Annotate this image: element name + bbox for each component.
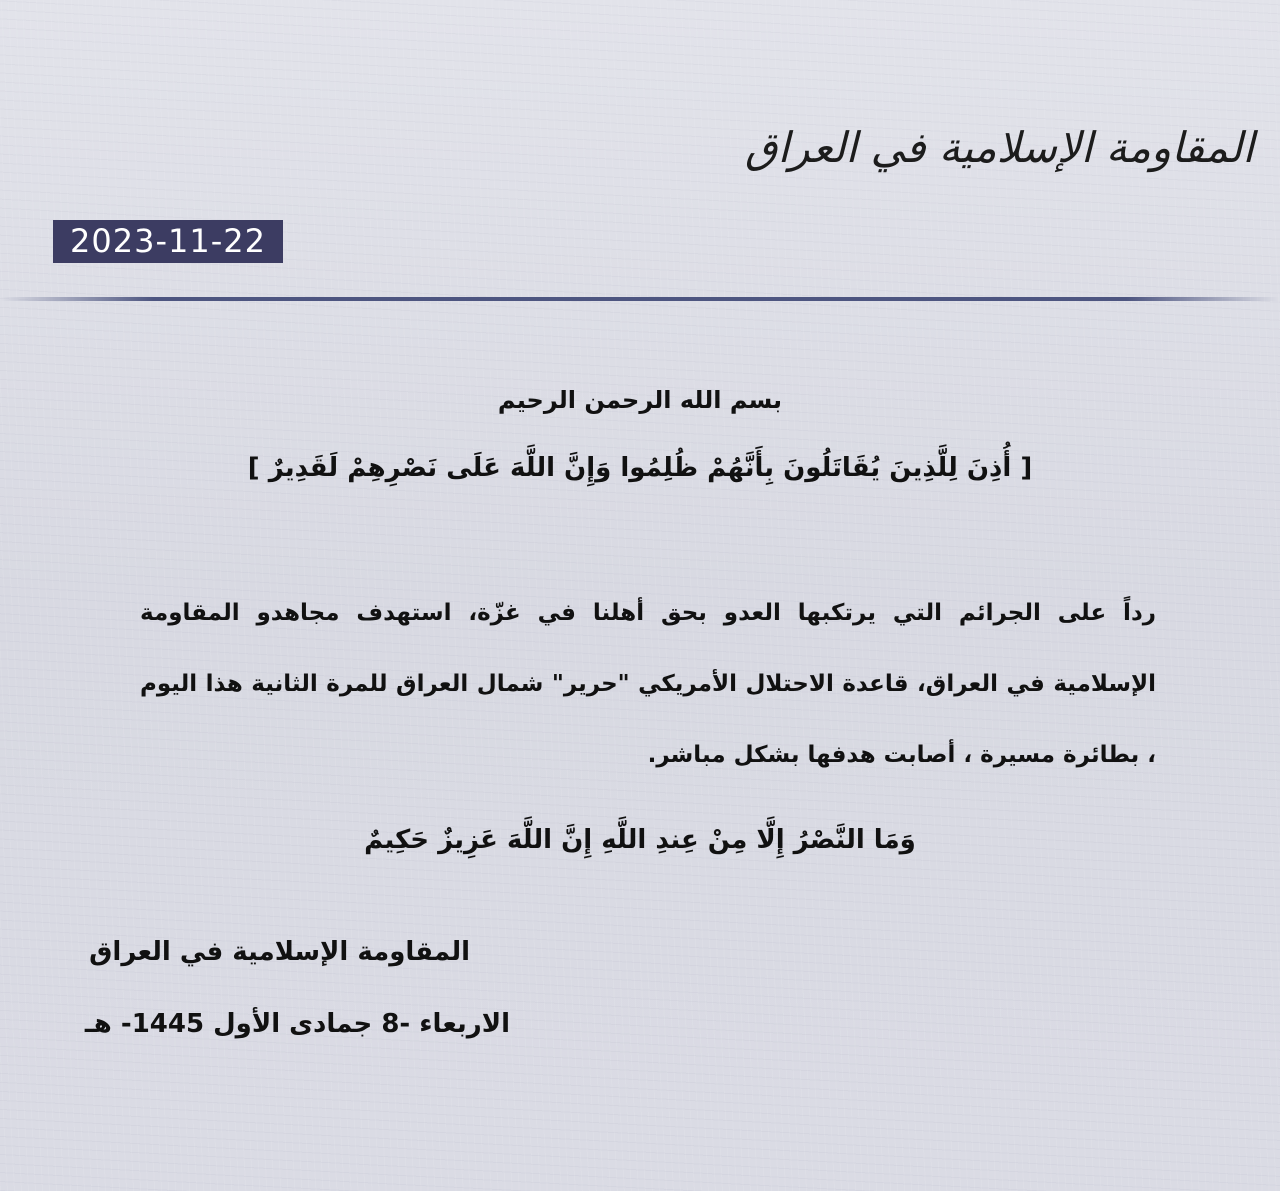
- closing-verse: وَمَا النَّصْرُ إِلَّا مِنْ عِندِ اللَّهِ إِنَّ اللَّهَ عَزِيزٌ حَكِيمٌ: [364, 825, 916, 855]
- brand-logo-text: المقاومة الإسلامية في العراق: [745, 123, 1254, 172]
- statement-body: رداً على الجرائم التي يرتكبها العدو بحق أهلنا في غزّة، استهدف مجاهدو المقاومة الإسلامية في العراق، قاعدة الاحتلال الأمريكي "حرير" شمال العراق للمرة الثانية هذا اليوم ، بطائرة مسيرة ، أصابت هدفها بشكل مباشر.: [140, 600, 1156, 768]
- hijri-date: الاربعاء -8 جمادى الأول 1445- هـ: [84, 1009, 510, 1039]
- opening-verse: [ أُذِنَ لِلَّذِينَ يُقَاتَلُونَ بِأَنَّهُمْ ظُلِمُوا وَإِنَّ اللَّهَ عَلَى نَصْرِهِمْ لَقَدِيرٌ ]: [247, 453, 1033, 483]
- date-badge: 2023-11-22: [53, 220, 283, 263]
- header-divider: [0, 297, 1280, 301]
- signature: المقاومة الإسلامية في العراق: [89, 937, 470, 967]
- basmala: بسم الله الرحمن الرحيم: [497, 386, 783, 414]
